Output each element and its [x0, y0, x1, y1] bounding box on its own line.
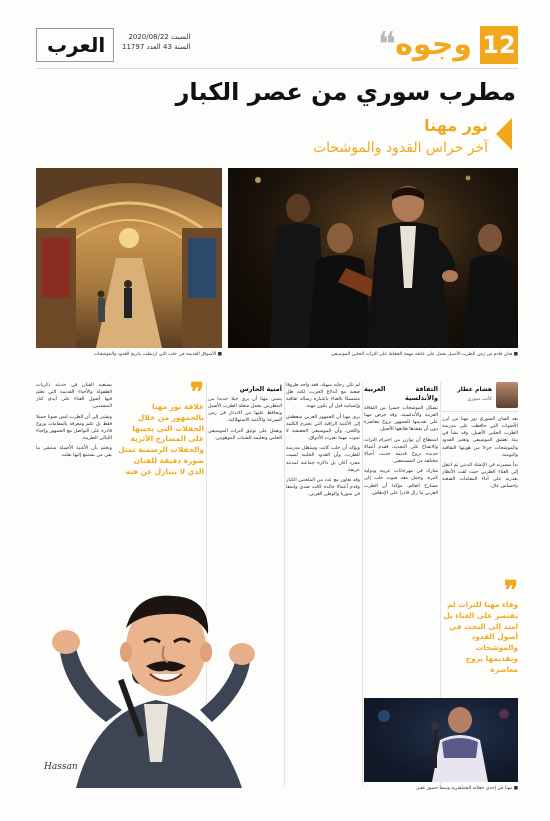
- masthead: [36, 26, 518, 72]
- author-avatar: [496, 382, 518, 408]
- issue-info: [122, 32, 190, 52]
- paragraph: ويشير إلى أن الطرب ليس صوتا جميلا فقط بل علم ومعرفة بالمقامات وروح قادرة على التواصل مع الجمهور وإحياء الليالي الطربية.: [36, 414, 112, 442]
- caricature-drawing: [36, 582, 282, 788]
- stage-scene: [228, 168, 518, 348]
- pull-quote-text: علاقة نور مهنا بالجمهور من خلال الحفلات التي يحييها على المسارح الأثرية والحفلات الرسمية تمثل صورة دقيقة للفنان الذي لا يتنازل عن فنه: [118, 402, 204, 476]
- paragraph: يتمنى مهنا أن يرى جيلا جديدا من المطربين يحمل شعلة الطرب الأصيل ويحافظ عليها من الاندثار في زمن السرعة والأغنية الاستهلاكية.: [208, 397, 282, 424]
- article-column-1: [442, 416, 518, 576]
- paragraph: استطاع أن يوازن بين احترام التراث والانفتاح على التجديد، فقدم أعمالا جديدة بروح قديمة جذبت أجيالا مختلفة من المستمعين.: [364, 437, 438, 465]
- page-number: 12: [480, 26, 518, 64]
- bottom-photo-caption: ■ مهنا في إحدى حفلاته الجماهيرية وسط حضور غفير: [416, 786, 518, 791]
- article-column-4: [208, 382, 282, 562]
- section-title: وجوه: [395, 27, 472, 62]
- author-name: هشام عطار: [457, 386, 492, 393]
- quote-mark-icon: ❞: [504, 576, 518, 606]
- paragraph: وقد تعاون مع عدد من الملحنين الكبار وقدم أعمالا خالدة لاقت صدى واسعا في سوريا والوطن العربي.: [286, 477, 360, 498]
- author-byline: [442, 382, 518, 412]
- singer-stage-photo: [228, 168, 518, 348]
- main-photo-caption: ■ فنان قادم من زمن الطرب الأصيل يحمل على عاتقه مهمة الحفاظ على التراث الحلبي الموسيقي: [331, 352, 518, 357]
- paragraph: يعد الفنان السوري نور مهنا من أبرز الأصوات التي حافظت على مدرسة الطرب الحلبي الأصيل، وقد نشأ في بيئة تعشق الموسيقى وتعتبر القدود والموشحات جزءا من هويتها الثقافية واليومية.: [442, 417, 518, 458]
- issue-date: السبت 2020/08/22: [128, 33, 191, 41]
- quote-mark-icon: ❞: [190, 378, 204, 408]
- old-souk-photo: [36, 168, 222, 348]
- pull-quote-1: [118, 378, 204, 478]
- paragraph: شارك في مهرجانات عربية ودولية كثيرة، وحمل معه صوت حلب إلى مسارح العالم، مؤكدا أن الطرب العربي ما زال قادرا على الإدهاش.: [364, 469, 438, 496]
- article-headline: مطرب سوري من عصر الكبار: [175, 78, 516, 106]
- paragraph: يستعيد الفنان في حديثه ذكريات الطفولة والأحياء القديمة التي تعلم فيها أصول الغناء على أيدي كبار المنشدين.: [36, 383, 112, 410]
- paragraph: بدأ مسيرته في الإنشاد الديني ثم انتقل إلى الغناء الطربي حيث لفت الأنظار بقدرته على أداء المقامات الصعبة بإحساس عال.: [442, 462, 518, 490]
- article-column-5: [36, 382, 112, 582]
- paragraph: تشكل الموشحات جسرا بين الثقافة العربية والأندلسية، وقد حرص مهنا على تقديمها للجمهور بروح معاصرة دون أن يفقدها طابعها الأصيل.: [364, 406, 438, 433]
- paragraph: ويختم بأن الأغنية الأصيلة ستبقى ما بقي من يستمع إليها بقلبه.: [36, 446, 112, 459]
- subhead-name: نور مهنا: [424, 116, 488, 135]
- author-role: كاتب سوري: [467, 396, 492, 402]
- paragraph: لم تكن رحلته سهلة، فقد واجه ظروفا صعبة مع اندلاع الحرب، لكنه ظل متمسكا بالغناء باعتباره رسالة ثقافية وإنسانية قبل أن يكون مهنة.: [286, 383, 360, 410]
- side-photo-caption: ■ الأسواق القديمة في حلب التي ارتبطت بتاريخ القدود والموشحات: [93, 352, 222, 357]
- issue-number: السنة 43 العدد 11797: [122, 43, 191, 51]
- logo-text: العرب: [47, 33, 106, 57]
- quote-mark-icon: ❝: [377, 25, 396, 65]
- paragraph: يرى مهنا أن الجمهور العربي متعطش إلى الأغنية الراقية التي تحترم الكلمة واللحن، وأن الموسيقى الحقيقية لا تموت مهما تغيرت الأذواق.: [286, 414, 360, 442]
- section-heading: أمنية الحارس: [239, 385, 282, 393]
- section-heading: الثقافة العربية والأندلسية: [364, 385, 438, 402]
- paragraph: ويؤكد أن حلب كانت وستظل مدرسة للطرب، وأن القدود الحلبية ليست مجرد أغان بل ذاكرة جماعية لمدينة عريقة.: [286, 446, 360, 473]
- souk-scene: [36, 168, 222, 348]
- concert-scene: [364, 698, 518, 782]
- pull-quote-2: [442, 576, 518, 676]
- masthead-divider: [36, 68, 518, 69]
- column-divider: [284, 382, 285, 786]
- article-column-2: [364, 382, 438, 694]
- paragraph: ويعمل على توثيق التراث الموسيقي الحلبي وتعليمه للشباب الموهوبين.: [208, 428, 282, 441]
- singer-caricature: [36, 582, 282, 788]
- logo: [36, 28, 114, 62]
- article-column-3: [286, 382, 360, 742]
- artist-signature: Hassan: [44, 762, 78, 772]
- pull-quote-text: وفاء مهنا للتراث لم يقتصر على الغناء بل امتد إلى البحث في أصول القدود والموشحات وتقديمها بروح معاصرة: [443, 600, 518, 674]
- concert-photo: [364, 698, 518, 782]
- subhead-tagline: آخر حراس القدود والموشحات: [312, 140, 488, 156]
- column-divider: [362, 382, 363, 786]
- chevron-left-icon: [496, 118, 512, 150]
